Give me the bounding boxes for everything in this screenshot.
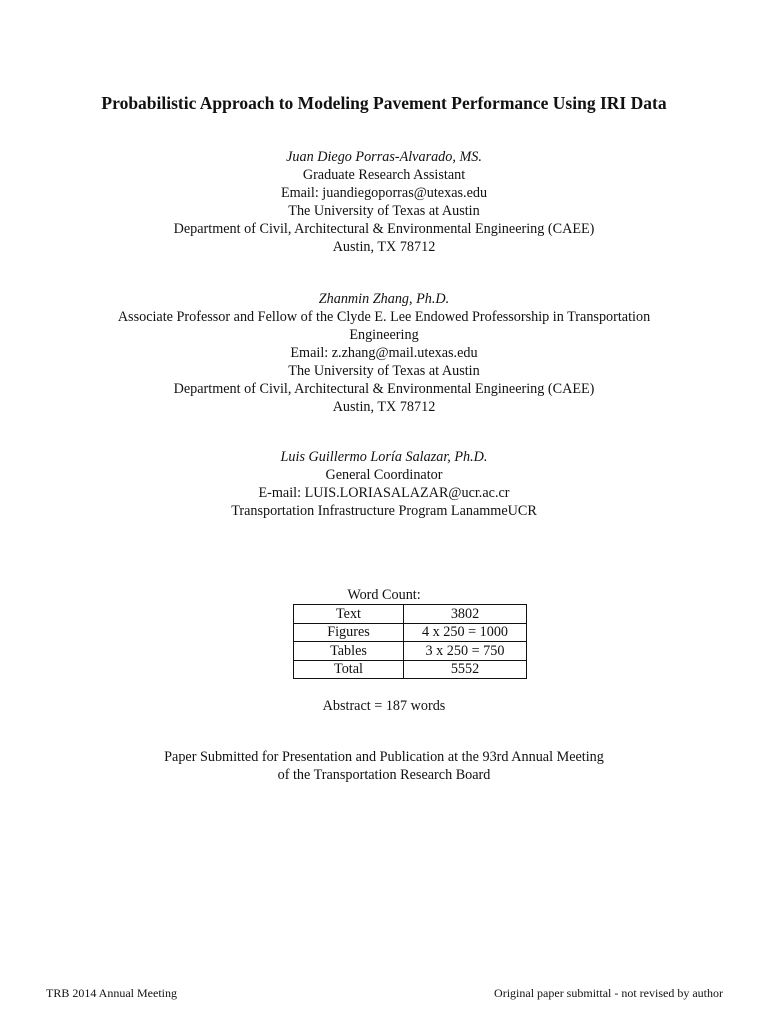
submission-line-2: of the Transportation Research Board	[277, 767, 491, 783]
footer-right: Original paper submittal - not revised by author	[494, 986, 723, 1000]
author-position: General Coordinator	[325, 467, 443, 483]
footer-left: TRB 2014 Annual Meeting	[46, 986, 177, 1000]
table-cell: Text	[294, 605, 404, 624]
table-row	[294, 660, 527, 679]
author-name: Luis Guillermo Loría Salazar, Ph.D.	[280, 449, 488, 465]
author-email: Email: z.zhang@mail.utexas.edu	[290, 345, 478, 361]
table-row	[294, 623, 527, 642]
author-block-2	[40, 290, 728, 416]
author-position-continued: Engineering	[349, 327, 419, 343]
author-department: Department of Civil, Architectural & Environmental Engineering (CAEE)	[173, 221, 595, 237]
author-name: Zhanmin Zhang, Ph.D.	[318, 291, 450, 307]
table-cell: 4 x 250 = 1000	[404, 623, 527, 642]
author-name: Juan Diego Porras-Alvarado, MS.	[286, 149, 482, 165]
author-position: Graduate Research Assistant	[302, 167, 466, 183]
table-cell: Figures	[294, 623, 404, 642]
table-cell: 5552	[404, 660, 527, 679]
word-count-label: Word Count:	[347, 587, 421, 603]
author-university: The University of Texas at Austin	[288, 363, 480, 379]
abstract-word-count: Abstract = 187 words	[322, 698, 446, 714]
table-row	[294, 642, 527, 661]
author-department: Department of Civil, Architectural & Environmental Engineering (CAEE)	[173, 381, 595, 397]
author-email: Email: juandiegoporras@utexas.edu	[280, 185, 488, 201]
paper-title: Probabilistic Approach to Modeling Pavement Performance Using IRI Data	[101, 93, 667, 113]
table-cell: 3 x 250 = 750	[404, 642, 527, 661]
author-block-1	[40, 148, 728, 256]
table-cell: Tables	[294, 642, 404, 661]
author-block-3	[40, 448, 728, 520]
table-cell: 3802	[404, 605, 527, 624]
author-position: Associate Professor and Fellow of the Clyde E. Lee Endowed Professorship in Transportation	[117, 309, 651, 325]
author-email: E-mail: LUIS.LORIASALAZAR@ucr.ac.cr	[258, 485, 510, 501]
submission-note	[0, 748, 768, 784]
table-row	[294, 605, 527, 624]
submission-line-1: Paper Submitted for Presentation and Publication at the 93rd Annual Meeting	[164, 749, 604, 765]
table-cell: Total	[294, 660, 404, 679]
word-count-table	[293, 604, 527, 679]
author-university: The University of Texas at Austin	[288, 203, 480, 219]
author-address: Austin, TX 78712	[332, 239, 436, 255]
author-address: Austin, TX 78712	[332, 399, 436, 415]
author-affiliation: Transportation Infrastructure Program LanammeUCR	[231, 503, 537, 519]
